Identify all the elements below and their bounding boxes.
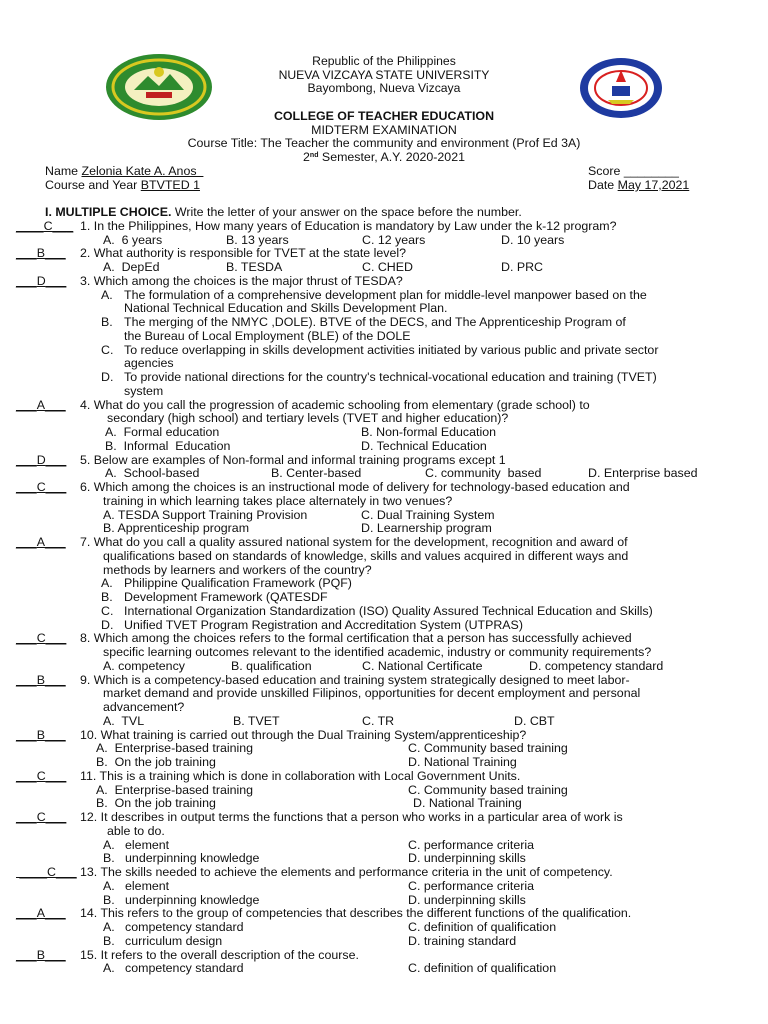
answer-underline-post: ___ [44,727,66,742]
semester-suffix: nd [309,151,319,159]
answer-underline-post: ___ [55,865,77,879]
answer-letter: B [36,727,45,742]
question-text: 14. This refers to the group of competencies that describes the different functions of the qualification. [80,906,632,921]
answer-letter: B [36,947,45,962]
answer-option [16,371,756,385]
answer-option-continued [16,385,756,399]
answer-option: C. CHED [362,260,413,274]
option-text: To provide national directions for the country's technical-vocational education and training (TVET) [124,370,657,384]
answer-option: B. Non-formal Education [361,425,496,439]
answer-underline-pre: ___ [16,768,37,783]
answer-letter: B [36,672,45,687]
question-text: secondary (high school) and tertiary levels (TVET and higher education)? [107,411,509,426]
score-row [588,165,679,179]
answer-option [16,289,756,303]
question-stem-continued [16,687,756,701]
answer-option: C. Community based training [408,741,568,756]
option-row [16,894,756,908]
option-row [16,921,756,935]
answer-option: C. National Certificate [362,658,483,673]
answer-letter: C [36,810,46,824]
exam-header [0,110,768,164]
option-letter: C. [101,342,114,357]
question-stem-continued [16,495,756,509]
answer-option: B. underpinning knowledge [103,851,260,866]
question-text: 5. Below are examples of Non-formal and informal training programs except 1 [80,452,506,467]
question-stem [16,907,756,921]
answer-option [16,619,756,633]
question-stem [16,632,756,646]
answer-blank [16,866,80,880]
answer-blank [16,907,80,921]
answer-option: A. DepEd [103,260,160,274]
question-text: able to do. [107,823,165,838]
course-year: BTVTED 1 [140,178,200,192]
option-row [16,715,756,729]
question-item [16,275,756,399]
question-text: 13. The skills needed to achieve the elements and performance criteria in the unit of competency. [80,865,613,879]
question-item [16,536,756,632]
answer-option: D. underpinning skills [408,851,526,866]
option-letter: A. [101,576,113,591]
question-text: methods by learners and workers of the country? [103,562,372,577]
answer-option: B. On the job training [96,796,216,811]
answer-blank [16,275,80,289]
option-letter: B. [101,590,113,604]
option-text: The formulation of a comprehensive development plan for middle-level manpower based on the [124,287,647,302]
answer-underline-pre: ___ [16,452,37,467]
question-text: advancement? [103,700,185,714]
answer-underline-post: ___ [45,452,67,467]
question-stem [16,811,756,825]
answer-option: B. TVET [233,713,280,728]
answer-underline-post: ___ [44,947,66,962]
answer-option: D. Technical Education [361,438,487,453]
section-instruction: Write the letter of your answer on the space before the number. [171,205,522,219]
option-text: agencies [124,356,174,371]
option-row [16,509,756,523]
semester-number: 2 [303,149,310,164]
answer-option: B. On the job training [96,755,216,769]
question-text: specific learning outcomes relevant to the identified academic, industry or community requirements? [103,645,652,659]
answer-option [16,344,756,358]
answer-underline-post: ___ [45,810,67,824]
answer-letter: C [36,768,46,783]
option-text: Philippine Qualification Framework (PQF) [124,576,352,591]
answer-blank [16,247,80,261]
student-name: Zelonia Kate A. Anos [81,164,204,178]
answer-option: A. Enterprise-based training [96,782,254,797]
question-stem [16,275,756,289]
option-letter: D. [101,617,114,632]
answer-blank [16,770,80,784]
course-label: Course and Year [45,178,141,192]
answer-option: A. element [103,837,170,852]
answer-option: A. competency [103,658,185,673]
option-letter: B. [101,315,113,329]
answer-option: C. performance criteria [408,837,535,852]
question-item [16,454,756,482]
question-stem [16,247,756,261]
question-text: 11. This is a training which is done in collaboration with Local Government Units. [80,768,521,783]
question-list [16,220,756,976]
answer-option: D. National Training [413,796,522,811]
question-stem [16,481,756,495]
answer-option: D. National Training [408,755,517,769]
question-text: qualifications based on standards of knowledge, skills and values acquired in different ways and [103,548,629,563]
question-text: 15. It refers to the overall description of the course. [80,947,359,962]
option-text: Unified TVET Program Registration and Accreditation System (UTPRAS) [124,617,523,632]
option-row [16,440,756,454]
answer-option [16,577,756,591]
answer-blank [16,949,80,963]
option-row [16,839,756,853]
institution-header [0,55,768,96]
question-item [16,399,756,454]
option-row [16,660,756,674]
answer-option: C. community based [425,466,542,481]
answer-underline-post: ___ [45,768,67,783]
question-text: market demand and provide unskilled Filipinos, opportunities for decent employment and personal [103,686,641,701]
answer-option: B. Center-based [271,466,362,481]
answer-blank [16,220,80,234]
section-heading [16,206,756,220]
course-year-row [45,179,200,193]
option-text: the Bureau of Local Employment (BLE) of the DOLE [124,328,411,343]
question-item [16,811,756,866]
option-letter: C. [101,603,114,618]
answer-letter: A [36,535,45,549]
semester-rest: Semester, A.Y. 2020-2021 [318,149,465,164]
answer-option-continued [16,330,756,344]
question-stem [16,399,756,413]
answer-underline-pre: ___ [16,480,37,494]
answer-option: D. PRC [501,260,543,274]
answer-option: B. 13 years [226,232,289,247]
question-stem [16,536,756,550]
question-stem-continued [16,564,756,578]
answer-option [16,316,756,330]
answer-option: D. competency standard [529,658,664,673]
answer-blank [16,632,80,646]
answer-option: A. 6 years [103,232,163,247]
option-row [16,467,756,481]
answer-underline-pre: ___ [16,246,37,261]
question-stem [16,770,756,784]
course-title: Course Title: The Teacher the community and environment (Prof Ed 3A) [187,136,581,151]
answer-blank [16,399,80,413]
option-text: Development Framework (QATESDF [124,590,328,604]
option-letter: A. [101,287,113,302]
option-row [16,756,756,770]
answer-option: B. TESDA [226,260,283,274]
question-stem [16,866,756,880]
answer-option: C. definition of qualification [408,920,557,934]
question-stem [16,674,756,688]
option-row [16,962,756,976]
date-row [588,179,689,193]
question-stem [16,949,756,963]
answer-underline-pre: ___ [16,273,37,288]
answer-letter: A [36,397,45,412]
name-label: Name [45,164,82,178]
semester-line [0,151,768,165]
answer-letter: C [36,480,46,494]
answer-underline-pre: ___ [16,906,37,921]
answer-underline-pre: ___ [16,672,37,687]
question-text: 12. It describes in output terms the functions that a person who works in a particular area of work is [80,810,623,824]
answer-blank [16,729,80,743]
option-row [16,522,756,536]
answer-underline-post: ___ [44,397,66,412]
answer-option: A. TVL [103,713,145,728]
answer-option: D. Learnership program [361,521,492,536]
answer-option: A. Enterprise-based training [96,741,254,756]
option-text: system [124,383,164,398]
option-text: National Technical Education and Skills Development Plan. [124,301,448,316]
question-stem-continued [16,412,756,426]
question-item [16,729,756,770]
answer-underline-post: ___ [45,273,67,288]
answer-option [16,591,756,605]
answer-option-continued [16,357,756,371]
answer-letter: C [36,631,46,646]
question-text: 4. What do you call the progression of academic schooling from elementary (grade school) to [80,397,590,412]
answer-underline-pre: ___ [16,631,37,646]
answer-option: C. definition of qualification [408,961,557,976]
answer-option: A. School-based [105,466,200,481]
answer-underline-pre: ____ [16,218,44,233]
question-item [16,481,756,536]
option-text: International Organization Standardization (ISO) Quality Assured Technical Education and Skills) [124,603,653,618]
answer-option: D. training standard [408,933,517,948]
answer-underline-post: ___ [44,246,66,261]
question-text: 7. What do you call a quality assured national system for the development, recognition and award of [80,535,628,549]
question-item [16,632,756,673]
answer-underline-pre: ___ [16,535,37,549]
answer-letter: C [43,218,53,233]
answer-option: B. Informal Education [105,438,231,453]
answer-option: D. CBT [514,713,555,728]
answer-letter: A [36,906,45,921]
republic-line: Republic of the Philippines [312,54,456,68]
answer-underline-post: ___ [45,480,67,494]
option-row [16,784,756,798]
score-blank: ________ [623,164,679,178]
answer-underline-pre: ___ [16,947,37,962]
question-stem-continued [16,646,756,660]
option-text: The merging of the NMYC ,DOLE). BTVE of the DECS, and The Apprenticeship Program of [124,315,626,329]
answer-option: A. competency standard [103,961,244,976]
question-text: training in which learning takes place alternately in two venues? [103,493,453,508]
option-row [16,797,756,811]
exam-title: MIDTERM EXAMINATION [311,122,457,137]
exam-body [16,206,756,976]
answer-option: D. underpinning skills [408,892,526,907]
option-text: To reduce overlapping in skills development activities initiated by various public and private sector [124,342,659,357]
answer-underline-pre: ___ [16,397,37,412]
answer-underline-post: ___ [52,218,74,233]
option-row [16,852,756,866]
question-stem-continued [16,550,756,564]
option-row [16,426,756,440]
question-stem-continued [16,825,756,839]
answer-blank [16,481,80,495]
question-stem [16,729,756,743]
university-name: NUEVA VIZCAYA STATE UNIVERSITY [278,67,490,82]
question-text: 3. Which among the choices is the major thrust of TESDA? [80,273,403,288]
question-stem [16,454,756,468]
answer-option: B. qualification [231,658,312,673]
question-text: 10. What training is carried out through the Dual Training System/apprenticeship? [80,727,527,742]
question-stem [16,220,756,234]
answer-underline-pre: ___ [16,810,37,824]
score-label: Score [588,164,624,178]
exam-date: May 17,2021 [617,178,690,192]
answer-letter: B [36,246,45,261]
answer-option [16,605,756,619]
option-row [16,742,756,756]
student-name-row [45,165,203,179]
answer-option-continued [16,302,756,316]
answer-option: B. Apprenticeship program [103,521,250,536]
question-text: 8. Which among the choices refers to the formal certification that a person has successfully achieved [80,631,632,646]
answer-underline-pre: ___ [16,727,37,742]
answer-option: A. TESDA Support Training Provision [103,507,308,522]
answer-option: C. Community based training [408,782,568,797]
answer-option: C. Dual Training System [361,507,495,522]
answer-letter: C [47,865,56,879]
question-item [16,866,756,907]
answer-option: B. curriculum design [103,933,223,948]
option-row [16,880,756,894]
option-letter: D. [101,370,114,384]
question-text: 1. In the Philippines, How many years of Education is mandatory by Law under the k-12 program? [80,218,617,233]
answer-underline-post: ___ [44,672,66,687]
answer-underline-pre: ____ [16,865,48,879]
answer-blank [16,811,80,825]
answer-option: C. 12 years [362,232,426,247]
question-text: 9. Which is a competency-based education and training system strategically designed to meet labor- [80,672,630,687]
answer-option: B. underpinning knowledge [103,892,260,907]
answer-letter: D [36,273,46,288]
answer-underline-post: ___ [44,535,66,549]
answer-blank [16,536,80,550]
option-row [16,234,756,248]
answer-option: A. Formal education [105,425,220,439]
section-title: I. MULTIPLE CHOICE. [45,205,172,219]
college-name: COLLEGE OF TEACHER EDUCATION [273,109,495,123]
question-text: 2. What authority is responsible for TVET at the state level? [80,246,406,261]
answer-option: C. TR [362,713,395,728]
question-item [16,770,756,811]
option-row [16,935,756,949]
answer-underline-post: ___ [44,906,66,921]
answer-underline-post: ___ [45,631,67,646]
question-item [16,247,756,275]
answer-letter: D [36,452,46,467]
question-text: 6. Which among the choices is an instructional mode of delivery for technology-based education and [80,480,630,494]
answer-option: C. performance criteria [408,878,535,893]
question-item [16,949,756,977]
question-stem-continued [16,701,756,715]
answer-option: D. 10 years [501,232,565,247]
option-row [16,261,756,275]
answer-option: A. competency standard [103,920,244,934]
question-item [16,674,756,729]
university-location: Bayombong, Nueva Vizcaya [307,81,461,96]
answer-option: A. element [103,878,170,893]
question-item [16,220,756,248]
answer-blank [16,674,80,688]
answer-blank [16,454,80,468]
answer-option: D. Enterprise based [588,466,698,481]
question-item [16,907,756,948]
date-label: Date [588,178,618,192]
